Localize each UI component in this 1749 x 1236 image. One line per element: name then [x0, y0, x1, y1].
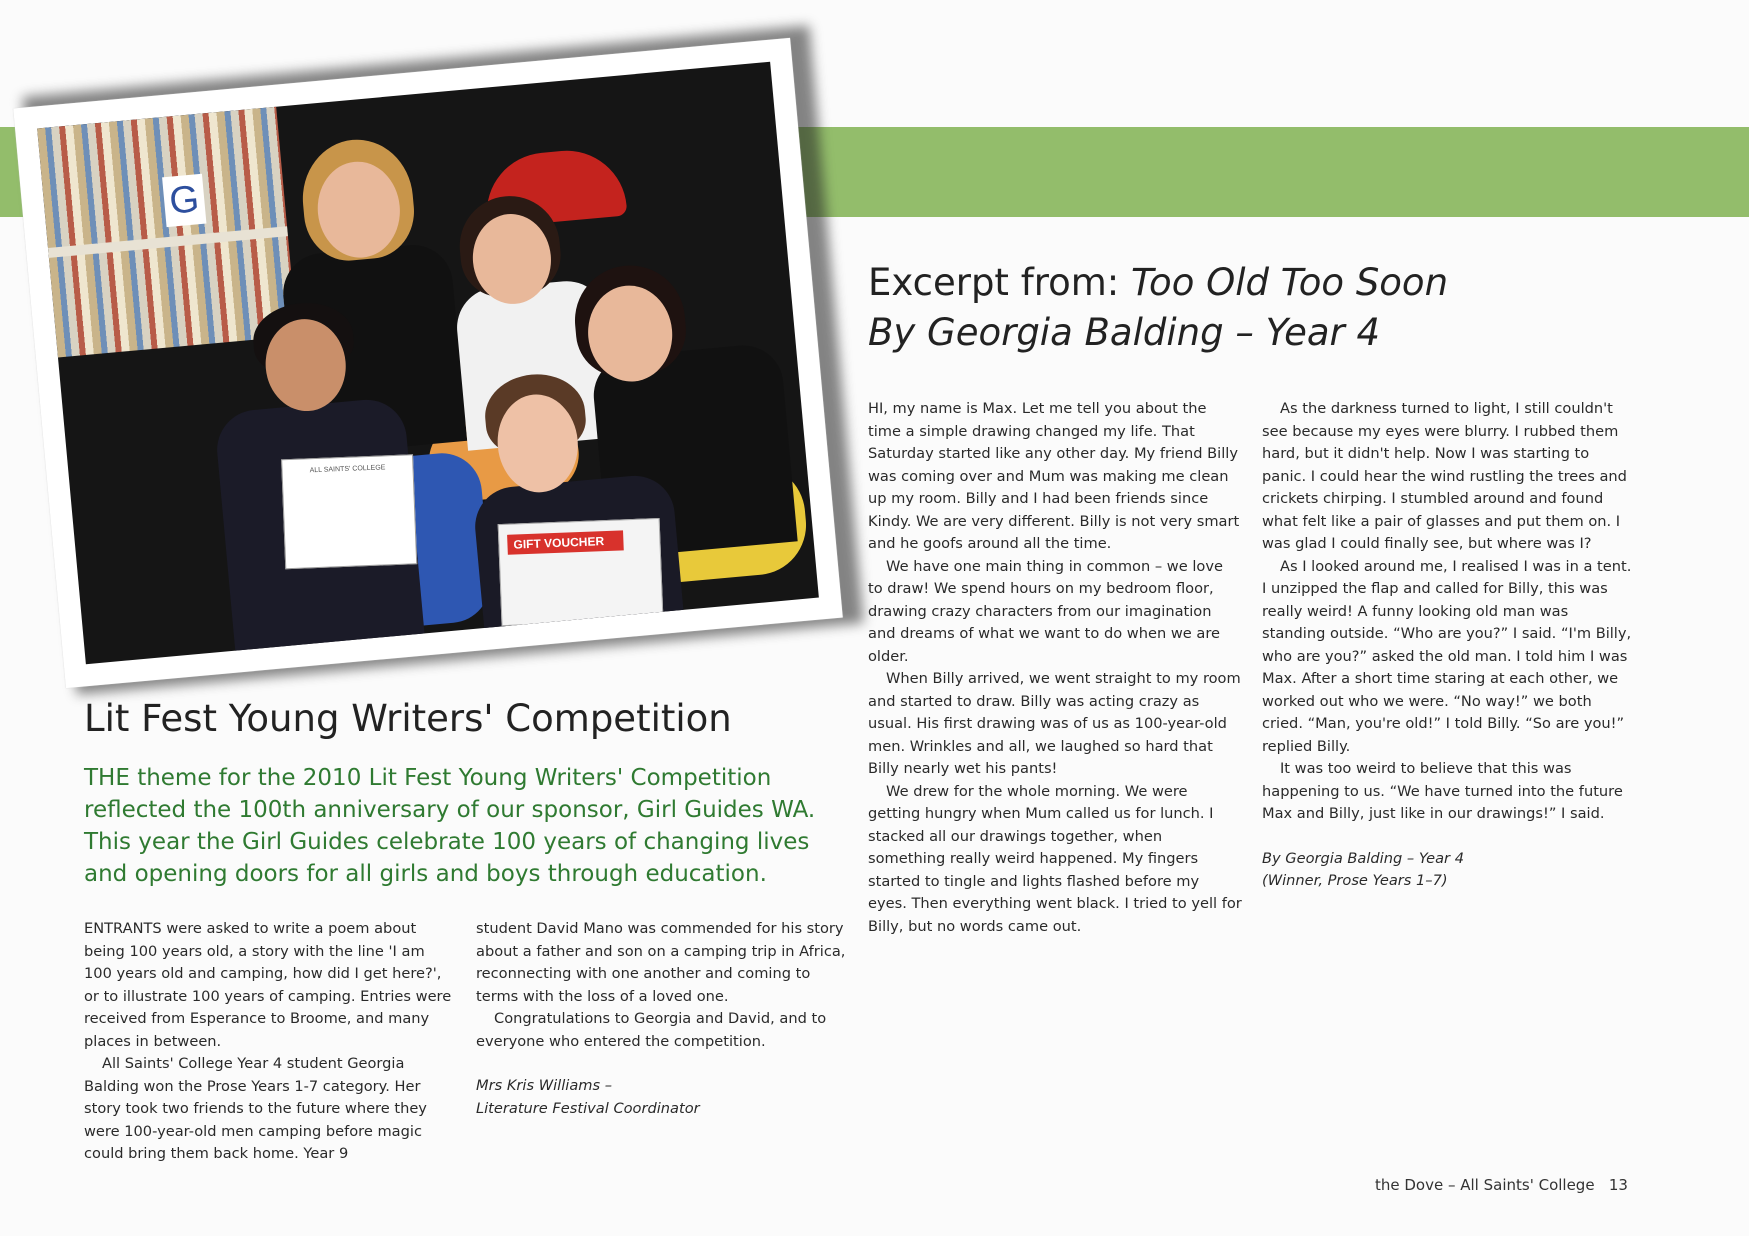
gift-voucher-label: GIFT VOUCHER	[507, 530, 624, 554]
story-paragraph: We drew for the whole morning. We were getting hungry when Mum called us for lunch. I stacked all our drawings together, when something really weird happened. My fingers started to tingle and lights flashed before my eyes. Then everything went black. I tried to yell for Billy, but no words came out.	[868, 782, 1242, 935]
story-signature-award: (Winner, Prose Years 1–7)	[1262, 872, 1448, 889]
certificate-text: ALL SAINTS' COLLEGE	[309, 464, 386, 475]
competition-paragraph: All Saints' College Year 4 student Georgia Balding won the Prose Years 1-7 category. Her story took two friends to the future where they were 100-year-old men camping before magic could bring them back home. Year 9	[84, 1055, 427, 1162]
page-footer	[1375, 1176, 1735, 1194]
competition-paragraph: student David Mano was commended for his story about a father and son on a camping trip in Africa, reconnecting with one another and coming to terms with the loss of a loved one.	[476, 920, 846, 1005]
competition-column-1	[84, 918, 454, 1166]
excerpt-byline: By Georgia Balding – Year 4	[868, 311, 1381, 354]
competition-paragraph: ENTRANTS were asked to write a poem about being 100 years old, a story with the line 'I am 100 years old and camping, how did I get here?', or to illustrate 100 years of camping. Entries were received from Esperance to Broome, and many places in between.	[84, 920, 452, 1050]
excerpt-title-prefix: Excerpt from:	[868, 261, 1132, 304]
story-paragraph: It was too weird to believe that this was happening to us. “We have turned into the future Max and Billy, just like in our drawings!” I said.	[1262, 760, 1623, 822]
competition-title: Lit Fest Young Writers' Competition	[84, 697, 732, 740]
competition-signature-name: Mrs Kris Williams –	[476, 1077, 613, 1094]
page-number: 13	[1608, 1176, 1628, 1194]
excerpt-title	[868, 258, 1688, 358]
photo-image	[37, 62, 819, 664]
photo	[13, 38, 843, 688]
story-signature-author: By Georgia Balding – Year 4	[1262, 849, 1464, 867]
story-paragraph: We have one main thing in common – we love to draw! We spend hours on my bedroom floor, drawing crazy characters from our imagination and dreams of what we want to do when we are older.	[868, 557, 1223, 665]
competition-lead: THE theme for the 2010 Lit Fest Young Writers' Competition reflected the 100th anniversary of our sponsor, Girl Guides WA. This year the Girl Guides celebrate 100 years of changing lives and opening doors for all girls and boys through education.	[84, 765, 816, 887]
competition-signature-role: Literature Festival Coordinator	[476, 1099, 700, 1117]
excerpt-title-story: Too Old Too Soon	[1131, 261, 1449, 304]
story-column-1	[868, 398, 1242, 938]
green-band-right	[760, 127, 1749, 217]
story-paragraph: HI, my name is Max. Let me tell you about the time a simple drawing changed my life. That Saturday started like any other day. My friend Billy was coming over and Mum was making me clean up my room. Billy and I had been friends since Kindy. We are very different. Billy is not very smart and he goofs around all the time.	[868, 400, 1240, 552]
story-paragraph: When Billy arrived, we went straight to my room and started to draw. Billy was acting crazy as usual. His first drawing was of us as 100-year-old men. Wrinkles and all, we laughed so hard that Billy nearly wet his pants!	[868, 670, 1241, 777]
story-paragraph: As the darkness turned to light, I still couldn't see because my eyes were blurry. I rubbed them hard, but it didn't help. Now I was starting to panic. I could hear the wind rustling the trees and crickets chirping. I stumbled around and found what felt like a pair of glasses and put them on. I was glad I could finally see, but where was I?	[1262, 400, 1627, 552]
competition-paragraph: Congratulations to Georgia and David, and to everyone who entered the competition.	[476, 1010, 827, 1050]
gift-voucher	[498, 518, 664, 626]
shelf-letter: G	[162, 174, 206, 227]
story-paragraph: As I looked around me, I realised I was in a tent. I unzipped the flap and called for Billy, this was really weird! A funny looking old man was standing outside. “Who are you?” I said. “I'm Billy, who are you?” asked the old man. I told him I was Max. After a short time staring at each other, we worked out who we were. “No way!” we both cried. “Man, you're old!” I told Billy. “So are you!” replied Billy.	[1262, 557, 1632, 755]
certificate	[281, 454, 417, 569]
competition-column-2	[476, 918, 846, 1120]
publication-name: the Dove – All Saints' College	[1375, 1176, 1595, 1194]
story-column-2	[1262, 398, 1634, 893]
